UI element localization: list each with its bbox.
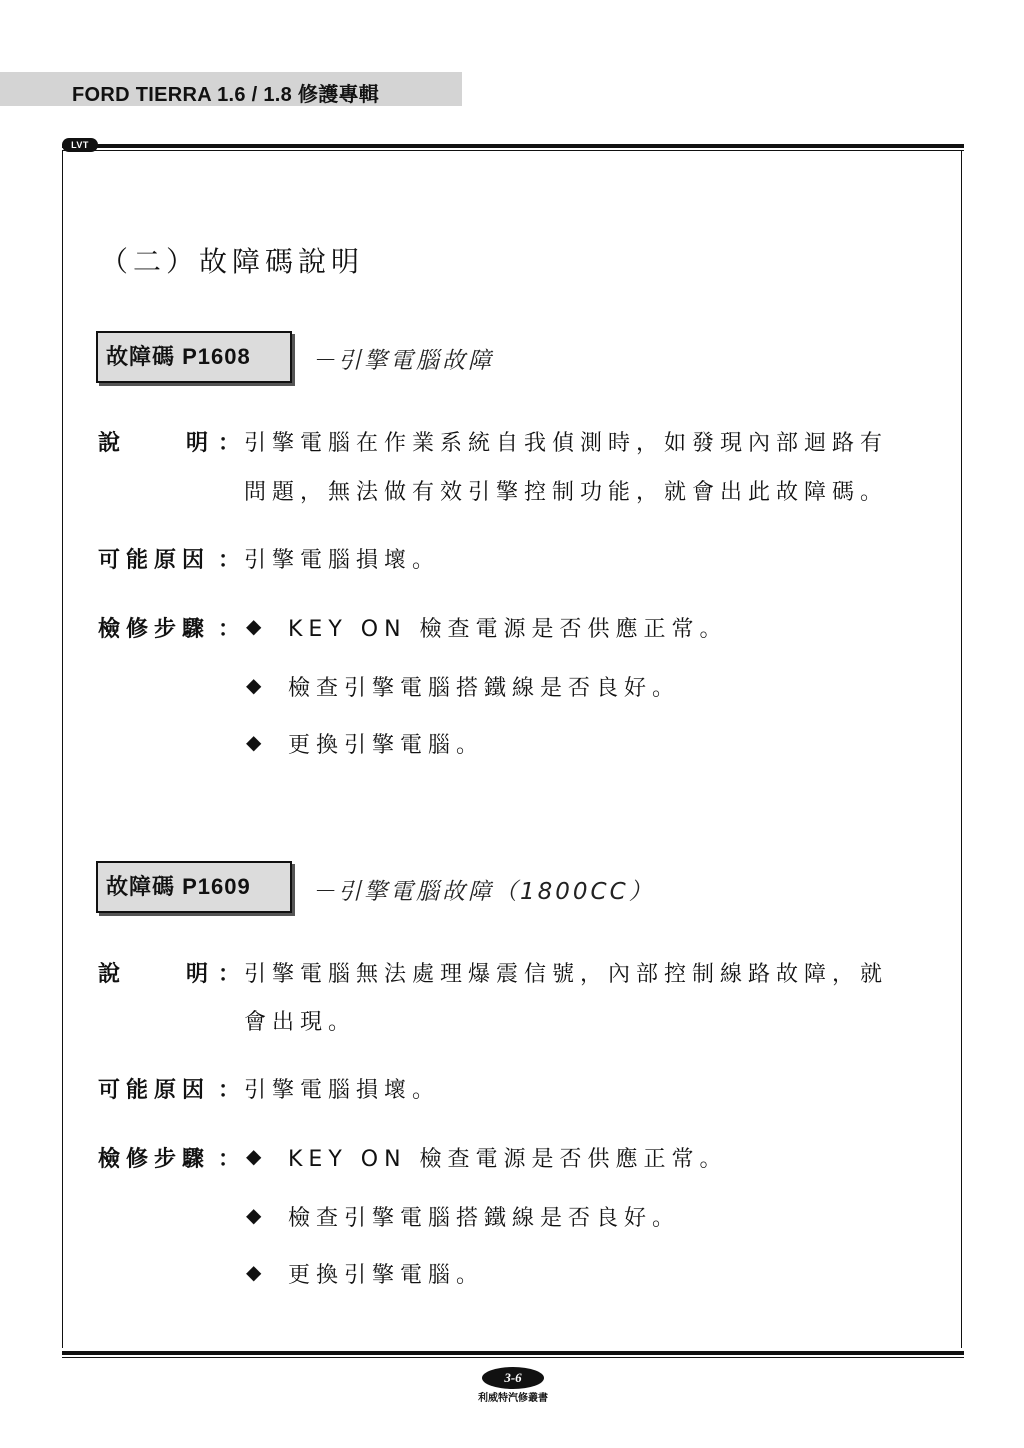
code-subtitle: －引擎電腦故障: [312, 348, 494, 374]
step-item: KEY ON 檢查電源是否供應正常。: [288, 1147, 728, 1172]
bullet-diamond-icon: ◆: [246, 1203, 262, 1227]
desc-label-right: 明: [186, 962, 209, 987]
bullet-diamond-icon: ◆: [246, 614, 262, 638]
colon: ：: [218, 431, 241, 456]
step-item: KEY ON 檢查電源是否供應正常。: [288, 617, 728, 642]
bullet-diamond-icon: ◆: [246, 1144, 262, 1168]
desc-label-right: 明: [186, 431, 209, 456]
section-title: （二）故障碼說明: [100, 245, 365, 278]
code-subtitle: －引擎電腦故障（1800CC）: [312, 879, 655, 905]
desc-line: 引擎電腦在作業系統自我偵測時，如發現內部迴路有: [244, 431, 889, 456]
steps-label: 檢修步驟: [98, 617, 211, 642]
top-rule: [62, 144, 964, 148]
desc-line: 問題，無法做有效引擎控制功能，就會出此故障碼。: [244, 480, 889, 505]
bottom-rule-thin: [62, 1357, 964, 1358]
publisher-name: 利威特汽修叢書: [478, 1393, 548, 1404]
code-box-p1609: 故障碼 P1609: [96, 861, 292, 913]
bullet-diamond-icon: ◆: [246, 730, 262, 754]
cause-label: 可能原因: [98, 548, 211, 573]
colon: ：: [218, 617, 241, 642]
step-item: 檢查引擎電腦搭鐵線是否良好。: [288, 676, 681, 701]
desc-label-left: 說: [98, 431, 121, 456]
code-box-p1608: 故障碼 P1608: [96, 331, 292, 383]
desc-line: 引擎電腦無法處理爆震信號，內部控制線路故障，就: [244, 962, 889, 987]
colon: ：: [218, 1078, 241, 1103]
cause-text: 引擎電腦損壞。: [244, 548, 441, 573]
colon: ：: [218, 548, 241, 573]
step-item: 檢查引擎電腦搭鐵線是否良好。: [288, 1206, 681, 1231]
steps-label: 檢修步驟: [98, 1147, 211, 1172]
bullet-diamond-icon: ◆: [246, 1260, 262, 1284]
step-item: 更換引擎電腦。: [288, 733, 485, 758]
desc-label-left: 說: [98, 962, 121, 987]
desc-line: 會出現。: [244, 1010, 357, 1035]
cause-label: 可能原因: [98, 1078, 211, 1103]
header-title: FORD TIERRA 1.6 / 1.8 修護專輯: [72, 84, 380, 106]
colon: ：: [218, 1147, 241, 1172]
cause-text: 引擎電腦損壞。: [244, 1078, 441, 1103]
colon: ：: [218, 962, 241, 987]
bullet-diamond-icon: ◆: [246, 673, 262, 697]
page-number: 3-6: [482, 1367, 544, 1389]
step-item: 更換引擎電腦。: [288, 1263, 485, 1288]
bottom-rule: [62, 1351, 964, 1355]
publisher-logo: LVT: [62, 138, 98, 152]
